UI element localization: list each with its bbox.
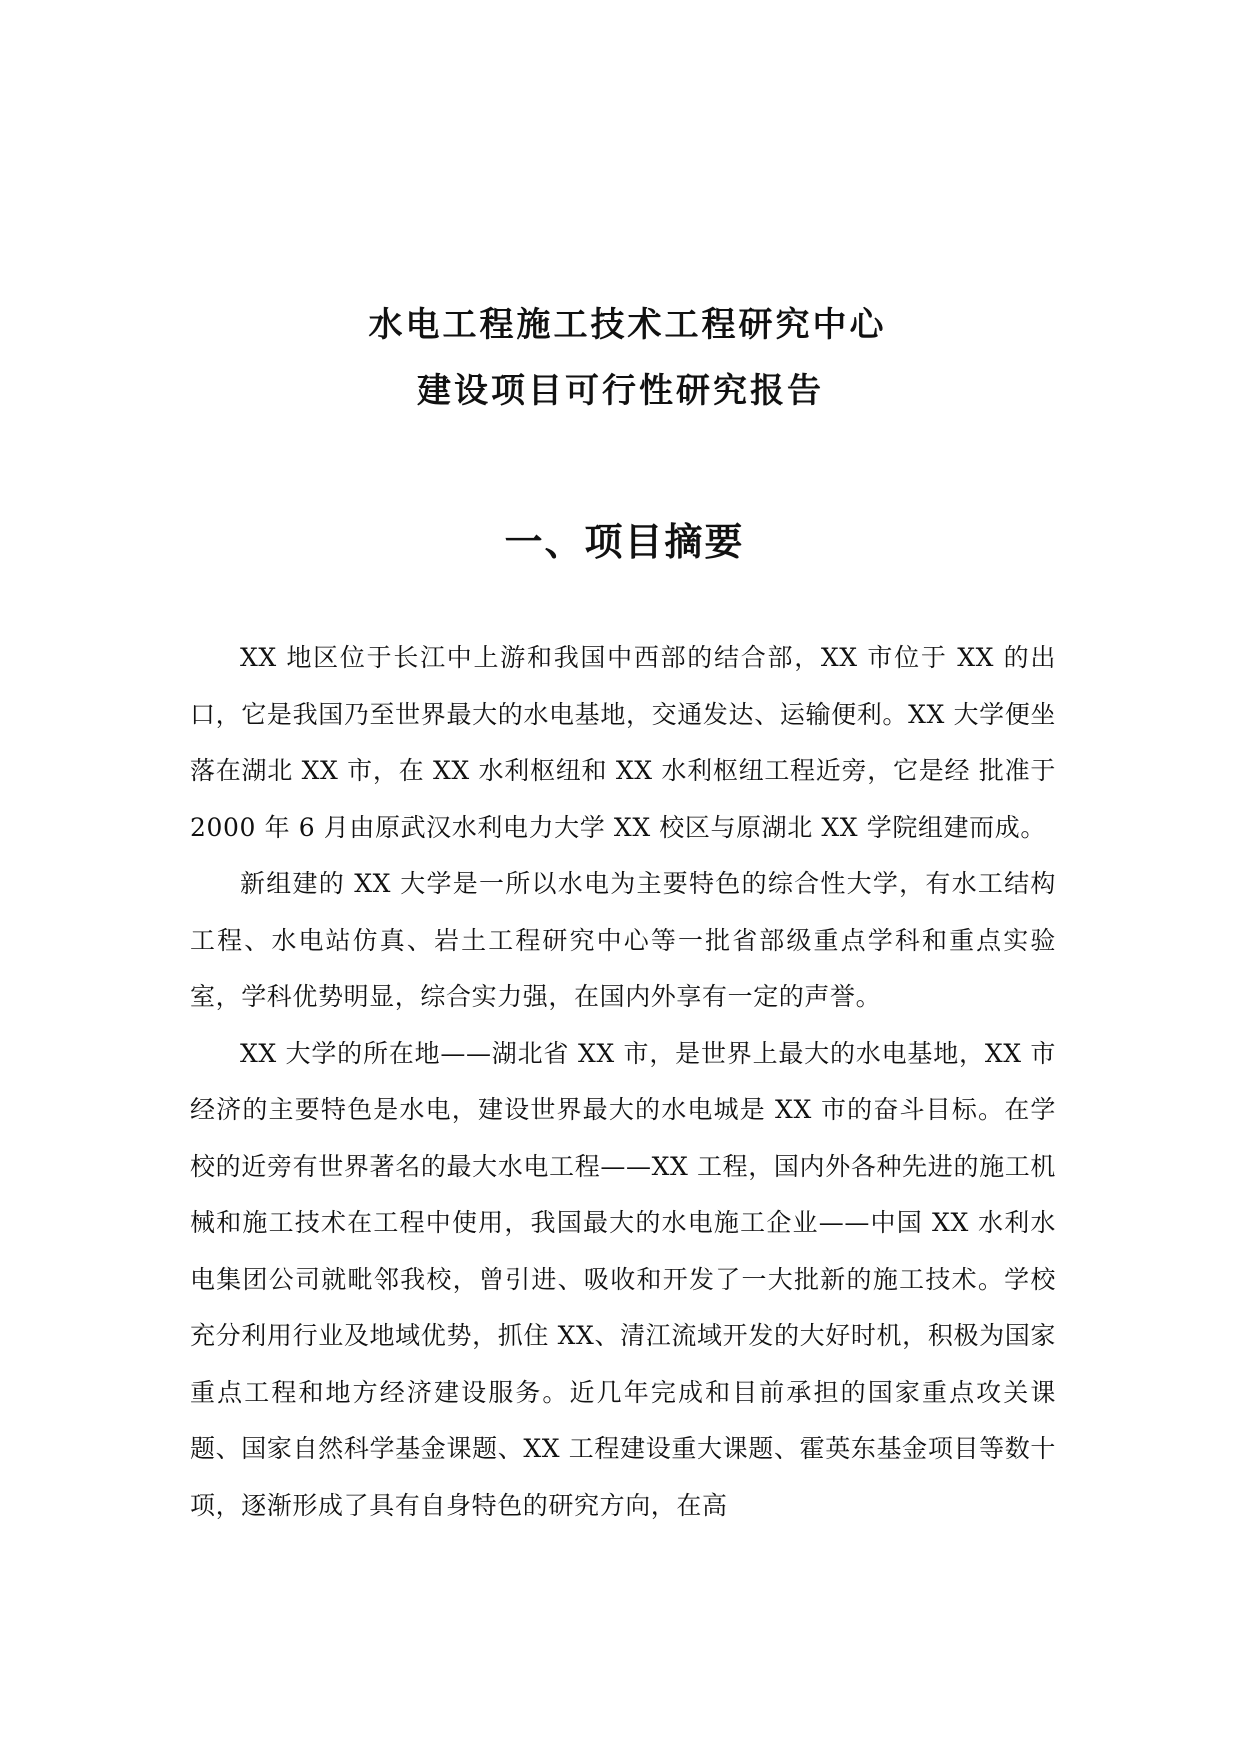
section-heading: 一、项目摘要 — [504, 519, 745, 564]
paragraph-2: 新组建的 XX 大学是一所以水电为主要特色的综合性大学，有水工结构工程、水电站仿真、岩土工程研究中心等一批省部级重点学科和重点实验室，学科优势明显，综合实力强，在国内外享有一定的声誉。 — [190, 869, 1056, 1011]
body-text — [190, 630, 1056, 1534]
paragraph-3: XX 大学的所在地——湖北省 XX 市，是世界上最大的水电基地，XX 市经济的主要特色是水电，建设世界最大的水电城是 XX 市的奋斗目标。在学校的近旁有世界著名的最大水电工程——XX 工程，国内外各种先进的施工机械和施工技术在工程中使用，我国最大的水电施工企业——中国 XX 水利水电集团公司就毗邻我校，曾引进、吸收和开发了一大批新的施工技术。学校充分利用行业及地域优势，抓住 XX、清江流域开发的大好时机，积极为国家重点工程和地方经济建设服务。近几年完成和目前承担的国家重点攻关课题、国家自然科学基金课题、XX 工程建设重大课题、霍英东基金项目等数十项，逐渐形成了具有自身特色的研究方向，在高 — [190, 1038, 1056, 1520]
document-title — [0, 292, 1241, 424]
title-line-1: 水电工程施工技术工程研究中心 — [368, 305, 887, 345]
title-line-2: 建设项目可行性研究报告 — [417, 371, 824, 411]
paragraph-1: XX 地区位于长江中上游和我国中西部的结合部，XX 市位于 XX 的出口，它是我国乃至世界最大的水电基地，交通发达、运输便利。XX 大学便坐落在湖北 XX 市，在 XX 水利枢纽和 XX 水利枢纽工程近旁，它是经 批准于 2000 年 6 月由原武汉水利电力大学 XX 校区与原湖北 XX 学院组建而成。 — [190, 643, 1056, 842]
